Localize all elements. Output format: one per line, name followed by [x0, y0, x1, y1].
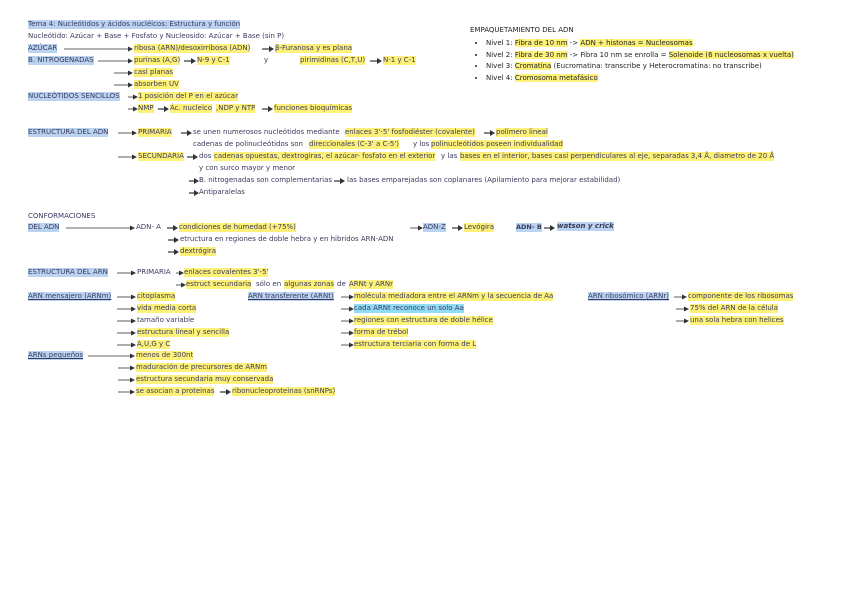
- arrow-icon: [341, 328, 354, 337]
- adn-s3-b: las bases emparejadas son coplanares (Apilamiento para mejorar estabilidad): [347, 176, 621, 184]
- arn-secundaria-d: de: [337, 280, 346, 288]
- arn-secundaria-a: estruct secundaria: [186, 280, 252, 288]
- adn-p2-a: cadenas de polinucleótidos son: [193, 140, 303, 148]
- absorben-uv: absorben UV: [134, 80, 179, 88]
- sencillos-label: NUCLEÓTIDOS SENCILLOS: [28, 92, 120, 100]
- adn-s1-c: y las: [441, 152, 458, 160]
- arnm-item: vida media corta: [137, 304, 197, 312]
- page-title: Tema 4: Nucleótidos y ácidos nucléicos: Estructura y función: [28, 20, 241, 28]
- arrow-icon: [98, 56, 134, 65]
- arnt-item: regiones con estructura de doble hélice: [354, 316, 493, 324]
- adn-label: ESTRUCTURA DEL ADN: [28, 128, 109, 136]
- pequenos-label: ARNs pequeños: [28, 351, 84, 359]
- adn-s1-d: bases en el interior, bases casi perpendiculares al eje, separadas 3,4 Å, diametro de 20 Å: [460, 152, 775, 160]
- arn-secundaria-c: algunas zonas: [284, 280, 335, 288]
- arrow-icon: [117, 304, 137, 313]
- arn-secundaria-e: ARNt y ARNr: [349, 280, 393, 288]
- adn-s1-b: cadenas opuestas, dextrogiras, el azúcar- fosfato en el exterior: [214, 152, 436, 160]
- arrow-icon: [184, 56, 196, 65]
- conformaciones-label-2: DEL ADN: [28, 223, 60, 231]
- bases-label: B. NITROGENADAS: [28, 56, 94, 64]
- conjunction: y: [264, 56, 269, 64]
- adn-z-levogira: Levógira: [464, 223, 495, 231]
- nivel-2-fibra: Fibra de 30 nm: [514, 50, 568, 59]
- arnm-item: tamaño variable: [137, 316, 195, 324]
- nivel-1-result: ADN + histonas = Nucleosomas: [580, 39, 693, 47]
- pequenos-item: maduración de precursores de ARNm: [136, 363, 268, 371]
- adn-p1-b: enlaces 3'-5' fosfodiéster (covalente): [345, 128, 475, 136]
- arrow-icon: [167, 223, 178, 232]
- azucar-result: β-Furanosa y es plana: [275, 44, 353, 52]
- arrow-icon: [64, 44, 134, 53]
- adn-a: ADN- A: [136, 223, 161, 231]
- arnm-item: A,U,G y C: [137, 340, 171, 348]
- arrow-icon: [181, 128, 192, 137]
- pirimidinas: pirimidinas (C,T,U): [300, 56, 366, 64]
- arnr-item: componente de los ribosomas: [688, 292, 794, 300]
- arrow-icon: [676, 304, 689, 313]
- arn-secundaria-b: sólo en: [256, 280, 282, 288]
- nivel-1-fibra: Fibra de 10 nm: [514, 39, 568, 47]
- adn-b: ADN- B: [516, 223, 542, 231]
- arrow-icon: [118, 387, 136, 396]
- adn-s3-a: B. nitrogenadas son complementarias: [199, 176, 333, 184]
- arnr-item: una sola hebra con helices: [690, 316, 784, 324]
- arrow-icon: [674, 292, 687, 301]
- nivel-3-cromatina: Cromatina: [514, 62, 552, 70]
- azucar-label: AZÚCAR: [28, 44, 58, 52]
- casi-planas: casi planas: [134, 68, 174, 76]
- adn-secundaria: SECUNDARIA: [138, 152, 184, 160]
- arrow-icon: [544, 223, 555, 232]
- nmp: NMP: [138, 104, 154, 112]
- nivel-3-text: (Eucromatina: transcribe y Heterocromatina: no transcribe): [553, 62, 762, 70]
- arrow-icon: [128, 104, 138, 113]
- adn-p1-a: se unen numerosos nucleótidos mediante: [193, 128, 340, 136]
- nivel-3-label: Nivel 3:: [486, 62, 513, 70]
- arrow-icon: [118, 363, 136, 372]
- adn-p2-c: y los: [413, 140, 430, 148]
- adn-z: ADN-Z: [423, 223, 446, 231]
- sencillos-item-1: 1 posición del P en el azúcar: [138, 92, 238, 100]
- arn-primaria: PRIMARIA: [137, 268, 171, 276]
- arrow-icon: [158, 104, 169, 113]
- arrow-icon: [676, 316, 689, 325]
- azucar-text: ribosa (ARN)/desoxirribosa (ADN): [134, 44, 251, 52]
- ndp-ntp: ,NDP y NTP: [216, 104, 256, 112]
- adn-p2-d: polinucleótidos poseen individualidad: [431, 140, 563, 148]
- arnr-label: ARN ribosómico (ARNr): [588, 292, 669, 300]
- arrow-icon: [128, 92, 138, 101]
- arnt-item: cada ARNt reconoce un solo Aa: [354, 304, 464, 312]
- arnt-item: forma de trébol: [354, 328, 409, 336]
- conformaciones-label-1: CONFORMACIONES: [28, 212, 96, 220]
- pequenos-item: ribonucleoproteinas (snRNPs): [232, 387, 336, 395]
- adn-a-humedad: condiciones de humedad (+75%): [179, 223, 296, 231]
- arrow-icon: [341, 304, 354, 313]
- adn-b-watson-crick: watson y crick: [557, 222, 614, 230]
- arrow-icon: [334, 176, 345, 185]
- nivel-1: [486, 38, 794, 50]
- arnt-item: molécula mediadora entre el ARNm y la secuencia de Aa: [354, 292, 554, 300]
- arrow-icon: [118, 128, 138, 137]
- pirimidinas-result: N-1 y C-1: [383, 56, 416, 64]
- arrow-icon: [187, 152, 198, 161]
- arrow-icon: [118, 375, 136, 384]
- arn-primaria-text: enlaces covalentes 3'-5': [184, 268, 269, 276]
- arrow-icon: [189, 176, 199, 185]
- arrow-icon: [262, 44, 274, 53]
- empaquetamiento-title: EMPAQUETAMIENTO DEL ADN: [470, 26, 574, 34]
- adn-p2-b: direccionales (C-3' a C-5'): [309, 140, 399, 148]
- arrow-icon: [189, 188, 199, 197]
- purinas: purinas (A,G): [134, 56, 181, 64]
- arrow-icon: [117, 340, 137, 349]
- arnr-item: 75% del ARN de la célula: [690, 304, 779, 312]
- nivel-2-label: Nivel 2:: [486, 50, 513, 59]
- adn-p1-c: polímero lineal: [496, 128, 548, 136]
- pequenos-item: menos de 300nt: [136, 351, 194, 359]
- nivel-2-result: Solenoide (6 nucleosomas x vuelta): [668, 50, 794, 59]
- arrow-icon: [341, 292, 354, 301]
- arnt-label: ARN transferente (ARNt): [248, 292, 334, 300]
- empaquetamiento-list: [472, 38, 794, 84]
- adn-s2: y con surco mayor y menor: [199, 164, 296, 172]
- arrow-icon: [341, 340, 354, 349]
- arnm-item: estructura lineal y sencilla: [137, 328, 230, 336]
- nivel-3: [486, 61, 794, 73]
- adn-a-estructura: etructura en regiones de doble hebra y en hibridos ARN-ADN: [180, 235, 394, 243]
- adn-s1-a: dos: [199, 152, 212, 160]
- arrow-icon: [117, 292, 137, 301]
- nivel-2-text: -> Fibra 10 nm se enrolla =: [569, 50, 667, 59]
- adn-a-dextrogira: dextrógira: [180, 247, 217, 255]
- arrow-icon: [370, 56, 382, 65]
- adn-primaria: PRIMARIA: [138, 128, 172, 136]
- arrow-icon: [262, 104, 273, 113]
- acido-nucleico: Ác. nucleico: [170, 104, 213, 112]
- arrow-icon: [168, 235, 179, 244]
- arrow-icon: [168, 247, 179, 256]
- nivel-1-label: Nivel 1:: [486, 39, 513, 47]
- purinas-result: N-9 y C-1: [197, 56, 230, 64]
- nivel-4-cromosoma: Cromosoma metafásico: [514, 73, 598, 82]
- arrow-icon: [117, 268, 137, 277]
- arrow-icon: [176, 268, 184, 277]
- arn-label: ESTRUCTURA DEL ARN: [28, 268, 108, 276]
- nucleotide-definition: Nucleótido: Azúcar + Base + Fosfato y Nucleosido: Azúcar + Base (sin P): [28, 32, 285, 40]
- nivel-4: [486, 73, 794, 85]
- adn-s4: Antiparalelas: [199, 188, 245, 196]
- arrow-icon: [114, 80, 134, 89]
- arrow-icon: [410, 223, 423, 232]
- pequenos-item: se asocian a proteinas: [136, 387, 215, 395]
- arrow-icon: [176, 280, 186, 289]
- arrow-icon: [66, 223, 136, 232]
- arrow-icon: [484, 128, 495, 137]
- arnm-label: ARN mensajero (ARNm): [28, 292, 112, 300]
- arrow-icon: [88, 351, 136, 360]
- arrow-icon: [114, 68, 134, 77]
- arrow-icon: [452, 223, 463, 232]
- arrow-icon: [117, 328, 137, 337]
- arrow-icon: [220, 387, 231, 396]
- pequenos-item: estructura secundaria muy conservada: [136, 375, 274, 383]
- nivel-2: [486, 50, 794, 62]
- arrow-icon: [341, 316, 354, 325]
- arrow-icon: [117, 316, 137, 325]
- funciones-bioquimicas: funciones bioquímicas: [274, 104, 353, 112]
- arnm-item: citoplasma: [137, 292, 176, 300]
- nivel-1-arrow: ->: [569, 39, 579, 47]
- arrow-icon: [118, 152, 138, 161]
- arnt-item: estructura terciaria con forma de L: [354, 340, 477, 348]
- nivel-4-label: Nivel 4:: [486, 73, 513, 82]
